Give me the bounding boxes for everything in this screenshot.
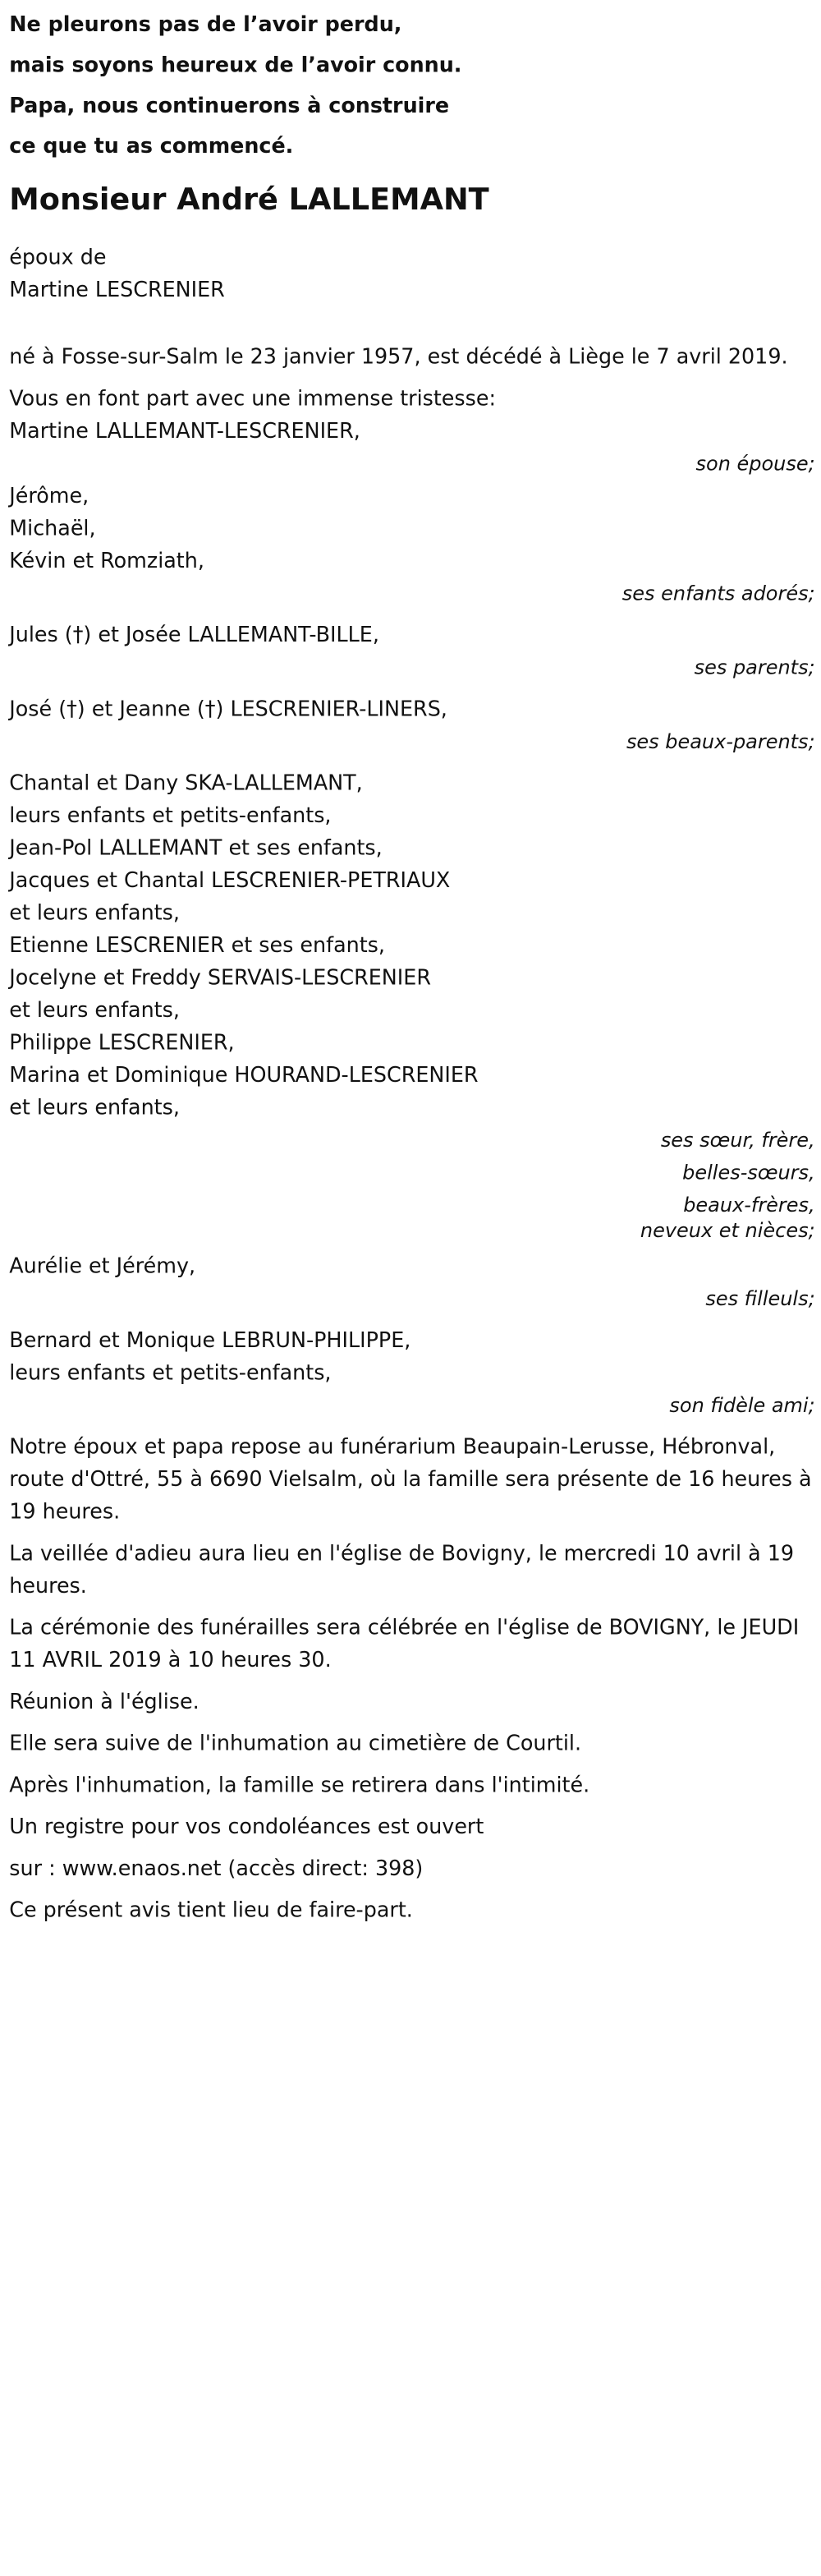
- spouse-intro: époux de: [9, 245, 107, 270]
- family-group-spouse: [9, 416, 819, 481]
- family-group-parents: [9, 619, 819, 684]
- detail-paragraph: Après l'inhumation, la famille se retirera dans l'intimité.: [9, 1773, 590, 1798]
- detail-paragraph: Ce présent avis tient lieu de faire-part.: [9, 1898, 413, 1923]
- detail-paragraph: Notre époux et papa repose au funérarium Beaupain-Lerusse, Hébronval, route d'Ottré, 55 à 6690 Vielsalm, où la famille sera présente de 16 heures à 19 heures.: [9, 1434, 812, 1525]
- deceased-name: Monsieur André LALLEMANT: [9, 182, 489, 218]
- family-name-line: Aurélie et Jérémy,: [9, 1254, 196, 1279]
- family-name-line: et leurs enfants,: [9, 1095, 180, 1120]
- family-role: son fidèle ami;: [669, 1394, 815, 1418]
- family-name-line: Kévin et Romziath,: [9, 549, 204, 573]
- detail-paragraph: Elle sera suive de l'inhumation au cimetière de Courtil.: [9, 1731, 582, 1756]
- family-group-siblings: [9, 768, 819, 1242]
- family-name-line: Jocelyne et Freddy SERVAIS-LESCRENIER: [9, 965, 431, 991]
- family-name-line: Marina et Dominique HOURAND-LESCRENIER: [9, 1063, 479, 1088]
- family-name-line: Jacques et Chantal LESCRENIER-PETRIAUX: [9, 868, 451, 894]
- detail-paragraph: La cérémonie des funérailles sera célébrée en l'église de BOVIGNY, le JEUDI 11 AVRIL 2019 à 10 heures 30.: [9, 1615, 800, 1673]
- family-role: belles-sœurs,: [682, 1162, 815, 1185]
- family-group-children: [9, 481, 819, 610]
- family-name-line: Bernard et Monique LEBRUN-PHILIPPE,: [9, 1328, 411, 1353]
- family-group-in-laws: [9, 694, 819, 759]
- family-role: ses enfants adorés;: [621, 582, 815, 606]
- funeral-details: [9, 1432, 819, 1927]
- poem-line: Papa, nous continuerons à construire: [9, 94, 450, 118]
- family-name-line: et leurs enfants,: [9, 998, 180, 1024]
- family-name-line: Philippe LESCRENIER,: [9, 1030, 235, 1056]
- poem-line: mais soyons heureux de l’avoir connu.: [9, 53, 462, 78]
- family-name-line: Etienne LESCRENIER et ses enfants,: [9, 933, 385, 959]
- announcement-intro: Vous en font part avec une immense tristesse:: [9, 386, 497, 412]
- family-role: son épouse;: [695, 453, 815, 476]
- family-group-godchildren: [9, 1251, 819, 1316]
- family-role: neveux et nièces;: [640, 1219, 815, 1243]
- family-role: ses filleuls;: [705, 1287, 815, 1312]
- family-role: ses parents;: [694, 656, 815, 680]
- family-name-line: Martine LALLEMANT-LESCRENIER,: [9, 419, 360, 444]
- detail-paragraph: La veillée d'adieu aura lieu en l'église de Bovigny, le mercredi 10 avril à 19 heures.: [9, 1541, 795, 1598]
- family-role: ses beaux-parents;: [626, 730, 815, 754]
- family-role: ses sœur, frère,: [660, 1129, 815, 1152]
- family-name-line: et leurs enfants,: [9, 900, 180, 926]
- family-role: beaux-frères,: [683, 1194, 815, 1217]
- family-name-line: Chantal et Dany SKA-LALLEMANT,: [9, 771, 363, 796]
- birth-death-line: né à Fosse-sur-Salm le 23 janvier 1957, est décédé à Liège le 7 avril 2019.: [9, 345, 788, 370]
- poem-line: ce que tu as commencé.: [9, 134, 294, 159]
- family-name-line: Jules (†) et Josée LALLEMANT-BILLE,: [9, 623, 379, 648]
- poem-line: Ne pleurons pas de l’avoir perdu,: [9, 12, 402, 38]
- spouse-name: Martine LESCRENIER: [9, 278, 225, 303]
- family-name-line: Michaël,: [9, 516, 96, 541]
- family-name-line: leurs enfants et petits-enfants,: [9, 803, 332, 829]
- family-group-friends: [9, 1325, 819, 1422]
- detail-paragraph: sur : www.enaos.net (accès direct: 398): [9, 1856, 424, 1881]
- family-name-line: José (†) et Jeanne (†) LESCRENIER-LINERS,: [9, 697, 447, 722]
- family-name-line: leurs enfants et petits-enfants,: [9, 1360, 332, 1386]
- family-name-line: Jean-Pol LALLEMANT et ses enfants,: [9, 836, 383, 861]
- detail-paragraph: Un registre pour vos condoléances est ouvert: [9, 1815, 484, 1840]
- family-name-line: Jérôme,: [9, 484, 89, 508]
- poem: [9, 0, 819, 167]
- detail-paragraph: Réunion à l'église.: [9, 1690, 200, 1714]
